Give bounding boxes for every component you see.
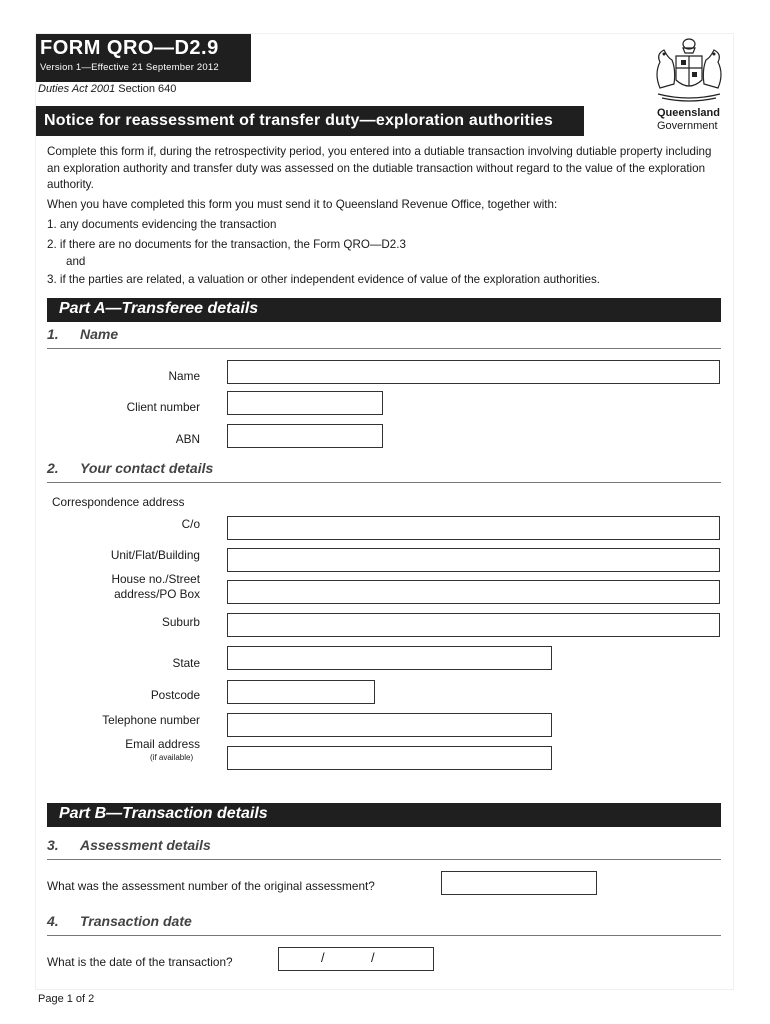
telephone-label: Telephone number <box>102 713 200 727</box>
client-number-label: Client number <box>126 400 200 414</box>
section-number: 1. <box>47 326 59 342</box>
unit-label: Unit/Flat/Building <box>110 548 200 562</box>
street-label: House no./Street <box>111 572 200 586</box>
email-label: Email address <box>125 737 200 751</box>
postcode-label: Postcode <box>150 688 200 702</box>
correspondence-address-label: Correspondence address <box>52 495 185 509</box>
form-version: Version 1—Effective 21 September 2012 <box>40 62 219 73</box>
form-title-box <box>36 34 251 82</box>
care-of-label: C/o <box>181 517 200 531</box>
section-3-heading <box>47 837 721 860</box>
part-b-header <box>47 803 721 827</box>
email-field[interactable] <box>227 746 552 770</box>
telephone-field[interactable] <box>227 713 552 737</box>
section-title: Assessment details <box>80 837 211 853</box>
abn-label: ABN <box>175 432 200 446</box>
part-a-title: Part A—Transferee details <box>59 300 259 317</box>
section-4-heading <box>47 913 721 936</box>
care-of-field[interactable] <box>227 516 720 540</box>
state-label: State <box>172 656 200 670</box>
form-banner <box>36 106 584 136</box>
assessment-number-field[interactable] <box>441 871 597 895</box>
email-optional-note: (if available) <box>150 753 194 762</box>
street-field[interactable] <box>227 580 720 604</box>
part-a-header <box>47 298 721 322</box>
act-section: Section 640 <box>115 83 177 95</box>
suburb-label: Suburb <box>161 615 200 629</box>
transaction-date-question: What is the date of the transaction? <box>47 955 233 969</box>
unit-field[interactable] <box>227 548 720 572</box>
state-field[interactable] <box>227 646 552 670</box>
street-label-line-2: address/PO Box <box>114 587 200 601</box>
section-title: Your contact details <box>80 460 214 476</box>
section-number: 4. <box>47 913 59 929</box>
page-number: Page 1 of 2 <box>38 993 95 1005</box>
postcode-field[interactable] <box>227 680 375 704</box>
assessment-number-question: What was the assessment number of the original assessment? <box>47 879 375 893</box>
date-separator: / <box>371 950 375 965</box>
list-item: and <box>66 255 86 268</box>
section-1-heading <box>47 326 721 349</box>
send-instructions: When you have completed this form you must send it to Queensland Revenue Office, together with: <box>47 198 558 211</box>
list-item: 3. if the parties are related, a valuation or other independent evidence of value of the exploration authorities. <box>47 273 600 286</box>
section-number: 3. <box>47 837 59 853</box>
form-title: FORM QRO—D2.9 <box>40 37 219 59</box>
name-field[interactable] <box>227 360 720 384</box>
abn-field[interactable] <box>227 424 383 448</box>
section-2-heading <box>47 460 721 483</box>
act-name: Duties Act 2001 <box>38 83 116 95</box>
section-number: 2. <box>47 460 59 476</box>
gov-sub: Government <box>657 120 718 132</box>
client-number-field[interactable] <box>227 391 383 415</box>
list-item: 2. if there are no documents for the transaction, the Form QRO—D2.3 <box>47 238 406 251</box>
banner-title: Notice for reassessment of transfer duty—exploration authorities <box>44 112 553 129</box>
section-title: Transaction date <box>80 913 192 929</box>
gov-name: Queensland <box>657 107 720 119</box>
coat-of-arms-icon <box>648 36 730 104</box>
transaction-date-field[interactable] <box>278 947 434 971</box>
section-title: Name <box>80 326 119 342</box>
name-label: Name <box>168 369 200 383</box>
part-b-title: Part B—Transaction details <box>59 805 268 822</box>
list-item: 1. any documents evidencing the transaction <box>47 218 277 231</box>
intro-paragraph: Complete this form if, during the retrospectivity period, you entered into a dutiable transaction involving dutiable property including an exploration authority and transfer duty was assessed on the dutiable transaction without regard to the value of the exploration authority. <box>47 145 712 191</box>
suburb-field[interactable] <box>227 613 720 637</box>
act-reference <box>38 83 176 95</box>
date-separator: / <box>321 950 325 965</box>
